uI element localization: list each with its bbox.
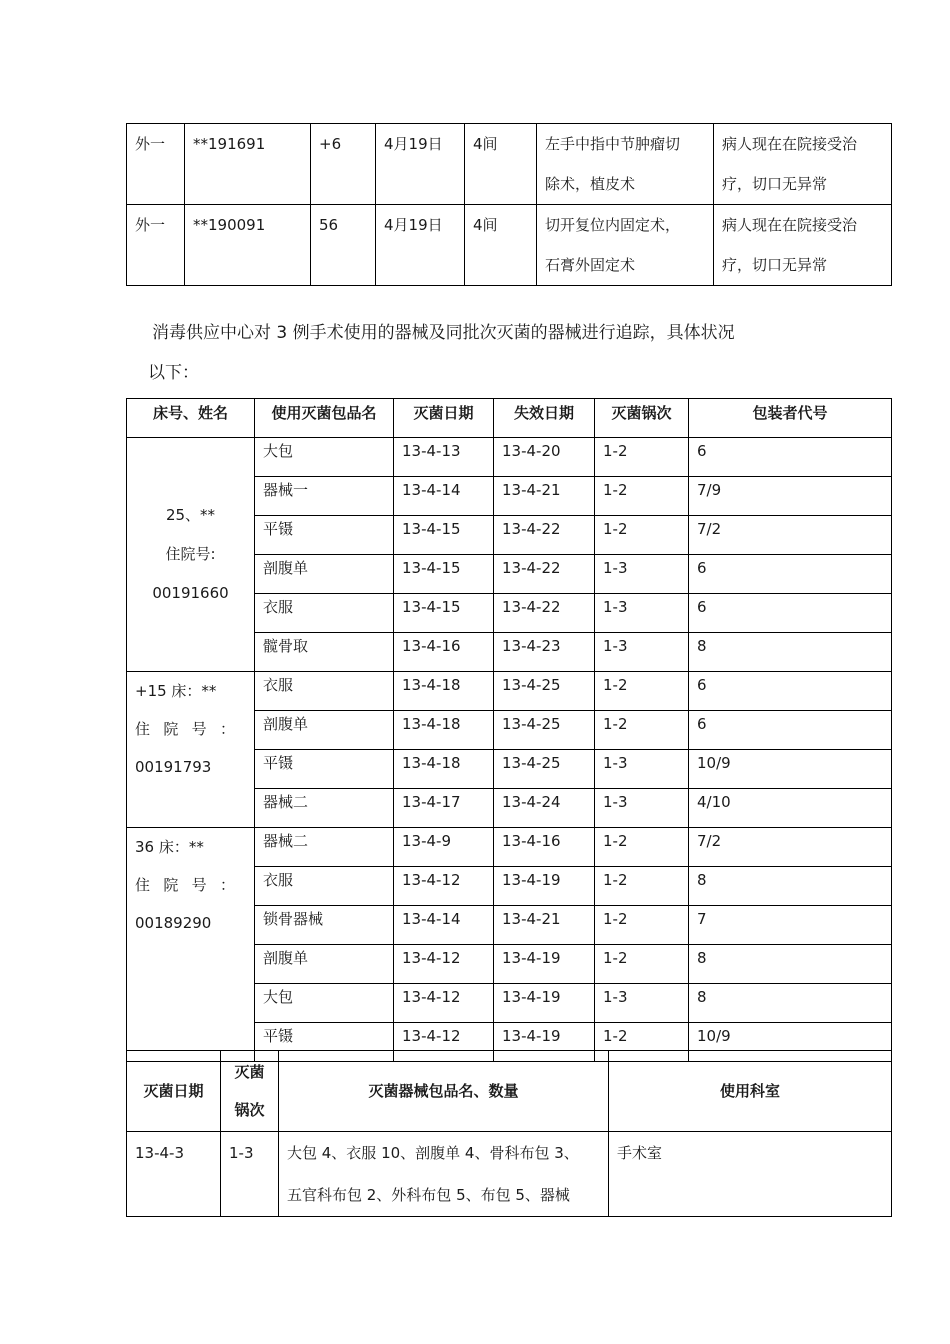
header-sterilize-date: 灭菌日期: [394, 399, 494, 438]
trace-pot-batch: 1-2: [595, 711, 689, 750]
surgery-room: 4间: [465, 124, 537, 205]
trace-pot-batch: 1-2: [595, 516, 689, 555]
trace-pot-batch: 1-2: [595, 672, 689, 711]
surgery-procedure: [537, 124, 714, 205]
surgery-outcome-line: 疗，切口无异常: [722, 175, 828, 193]
trace-expiry-date: 13-4-16: [494, 828, 595, 867]
trace-sterilize-date: 13-4-14: [394, 477, 494, 516]
trace-packer-code: 6: [689, 594, 892, 633]
trace-pot-batch: 1-3: [595, 555, 689, 594]
trace-header-row: [127, 399, 892, 438]
trace-sterilize-date: 13-4-13: [394, 438, 494, 477]
trace-pot-batch: 1-3: [595, 594, 689, 633]
patient-line: 住 院 号 ：: [135, 876, 235, 894]
patient-cell: [127, 438, 255, 672]
header-package-name: 使用灭菌包品名: [255, 399, 394, 438]
batch-dept: 手术室: [609, 1132, 892, 1217]
trace-package-name: 髋骨取: [255, 633, 394, 672]
trace-packer-code: 6: [689, 672, 892, 711]
surgery-id: **190091: [185, 205, 311, 286]
trace-expiry-date: 13-4-25: [494, 711, 595, 750]
trace-package-name: 剖腹单: [255, 711, 394, 750]
trace-packer-code: 7/2: [689, 516, 892, 555]
batch-pot: 1-3: [221, 1132, 279, 1217]
trace-package-name: 平镊: [255, 1023, 394, 1062]
trace-packer-code: 7/9: [689, 477, 892, 516]
header-packer-code: 包装者代号: [689, 399, 892, 438]
surgery-procedure-line: 除术，植皮术: [545, 175, 636, 193]
trace-expiry-date: 13-4-23: [494, 633, 595, 672]
surgery-procedure: [537, 205, 714, 286]
trace-expiry-date: 13-4-19: [494, 1023, 595, 1062]
surgery-bed: 56: [311, 205, 376, 286]
trace-pot-batch: 1-3: [595, 984, 689, 1023]
trace-package-name: 平镊: [255, 750, 394, 789]
trace-pot-batch: 1-2: [595, 438, 689, 477]
batch-header-items: 灭菌器械包品名、数量: [279, 1051, 609, 1132]
trace-row: [127, 828, 892, 867]
paragraph-line-1: 消毒供应中心对 3 例手术使用的器械及同批次灭菌的器械进行追踪，具体状况: [152, 323, 735, 343]
surgery-dept: 外一: [127, 124, 185, 205]
trace-sterilize-date: 13-4-16: [394, 633, 494, 672]
trace-expiry-date: 13-4-20: [494, 438, 595, 477]
trace-packer-code: 6: [689, 555, 892, 594]
trace-row: [127, 672, 892, 711]
surgery-id: **191691: [185, 124, 311, 205]
trace-expiry-date: 13-4-21: [494, 906, 595, 945]
surgery-procedure-line: 石膏外固定术: [545, 256, 636, 274]
trace-expiry-date: 13-4-22: [494, 555, 595, 594]
trace-pot-batch: 1-2: [595, 828, 689, 867]
trace-pot-batch: 1-3: [595, 750, 689, 789]
surgery-table: [126, 123, 892, 286]
trace-package-name: 衣服: [255, 867, 394, 906]
trace-packer-code: 10/9: [689, 1023, 892, 1062]
trace-sterilize-date: 13-4-12: [394, 984, 494, 1023]
trace-sterilize-date: 13-4-14: [394, 906, 494, 945]
patient-line: 25、**: [165, 506, 216, 524]
trace-packer-code: 8: [689, 867, 892, 906]
trace-sterilize-date: 13-4-12: [394, 867, 494, 906]
trace-sterilize-date: 13-4-15: [394, 516, 494, 555]
trace-expiry-date: 13-4-19: [494, 867, 595, 906]
header-expiry-date: 失效日期: [494, 399, 595, 438]
surgery-outcome: [714, 124, 892, 205]
trace-packer-code: 6: [689, 438, 892, 477]
trace-expiry-date: 13-4-22: [494, 594, 595, 633]
trace-packer-code: 4/10: [689, 789, 892, 828]
surgery-outcome: [714, 205, 892, 286]
batch-header-date: 灭菌日期: [127, 1051, 221, 1132]
trace-pot-batch: 1-2: [595, 1023, 689, 1062]
trace-expiry-date: 13-4-24: [494, 789, 595, 828]
surgery-outcome-line: 疗，切口无异常: [722, 256, 828, 274]
batch-items-line-2: 五官科布包 2、外科布包 5、布包 5、器械: [287, 1186, 570, 1204]
trace-sterilize-date: 13-4-15: [394, 555, 494, 594]
trace-package-name: 锁骨器械: [255, 906, 394, 945]
trace-pot-batch: 1-3: [595, 789, 689, 828]
trace-row: [127, 438, 892, 477]
trace-packer-code: 8: [689, 984, 892, 1023]
surgery-procedure-line: 切开复位内固定术，: [545, 216, 681, 234]
header-bed-name: 床号、姓名: [127, 399, 255, 438]
trace-package-name: 大包: [255, 438, 394, 477]
surgery-date: 4月19日: [376, 205, 465, 286]
surgery-dept: 外一: [127, 205, 185, 286]
trace-expiry-date: 13-4-25: [494, 672, 595, 711]
trace-pot-batch: 1-3: [595, 633, 689, 672]
trace-pot-batch: 1-2: [595, 477, 689, 516]
trace-sterilize-date: 13-4-17: [394, 789, 494, 828]
batch-items: [279, 1132, 609, 1217]
batch-header-pot-text: 灭菌锅次: [234, 1063, 265, 1119]
trace-packer-code: 7: [689, 906, 892, 945]
surgery-procedure-line: 左手中指中节肿瘤切: [545, 135, 681, 153]
trace-package-name: 大包: [255, 984, 394, 1023]
trace-sterilize-date: 13-4-9: [394, 828, 494, 867]
header-pot-batch: 灭菌锅次: [595, 399, 689, 438]
trace-sterilize-date: 13-4-12: [394, 945, 494, 984]
trace-package-name: 剖腹单: [255, 555, 394, 594]
surgery-row: [127, 124, 892, 205]
batch-row: [127, 1132, 892, 1217]
trace-pot-batch: 1-2: [595, 867, 689, 906]
trace-sterilize-date: 13-4-18: [394, 672, 494, 711]
patient-cell: [127, 828, 255, 1062]
trace-sterilize-date: 13-4-18: [394, 711, 494, 750]
batch-table: [126, 1050, 892, 1217]
trace-package-name: 器械二: [255, 828, 394, 867]
trace-expiry-date: 13-4-22: [494, 516, 595, 555]
patient-line: 00191793: [135, 758, 212, 776]
trace-packer-code: 7/2: [689, 828, 892, 867]
trace-expiry-date: 13-4-21: [494, 477, 595, 516]
patient-line: 住 院 号 ：: [135, 720, 235, 738]
trace-sterilize-date: 13-4-18: [394, 750, 494, 789]
trace-sterilize-date: 13-4-15: [394, 594, 494, 633]
trace-package-name: 器械二: [255, 789, 394, 828]
surgery-row: [127, 205, 892, 286]
batch-items-line-1: 大包 4、衣服 10、剖腹单 4、骨科布包 3、: [287, 1144, 579, 1162]
trace-expiry-date: 13-4-19: [494, 984, 595, 1023]
trace-table: [126, 398, 892, 1062]
trace-package-name: 衣服: [255, 594, 394, 633]
batch-date: 13-4-3: [127, 1132, 221, 1217]
batch-header-row: [127, 1051, 892, 1132]
surgery-bed: +6: [311, 124, 376, 205]
surgery-room: 4间: [465, 205, 537, 286]
trace-packer-code: 6: [689, 711, 892, 750]
surgery-outcome-line: 病人现在在院接受治: [722, 216, 858, 234]
batch-header-pot: [221, 1051, 279, 1132]
patient-line: +15 床：**: [135, 682, 217, 700]
trace-package-name: 剖腹单: [255, 945, 394, 984]
surgery-date: 4月19日: [376, 124, 465, 205]
trace-expiry-date: 13-4-19: [494, 945, 595, 984]
patient-cell: [127, 672, 255, 828]
trace-pot-batch: 1-2: [595, 906, 689, 945]
trace-pot-batch: 1-2: [595, 945, 689, 984]
surgery-outcome-line: 病人现在在院接受治: [722, 135, 858, 153]
trace-package-name: 衣服: [255, 672, 394, 711]
trace-package-name: 器械一: [255, 477, 394, 516]
patient-line: 住院号:: [165, 545, 216, 563]
batch-header-dept: 使用科室: [609, 1051, 892, 1132]
trace-packer-code: 8: [689, 945, 892, 984]
trace-packer-code: 8: [689, 633, 892, 672]
patient-line: 00191660: [152, 584, 229, 602]
trace-packer-code: 10/9: [689, 750, 892, 789]
trace-expiry-date: 13-4-25: [494, 750, 595, 789]
paragraph-line-2: 以下：: [148, 363, 199, 383]
patient-line: 00189290: [135, 914, 212, 932]
patient-line: 36 床：**: [135, 838, 204, 856]
trace-package-name: 平镊: [255, 516, 394, 555]
trace-sterilize-date: 13-4-12: [394, 1023, 494, 1062]
